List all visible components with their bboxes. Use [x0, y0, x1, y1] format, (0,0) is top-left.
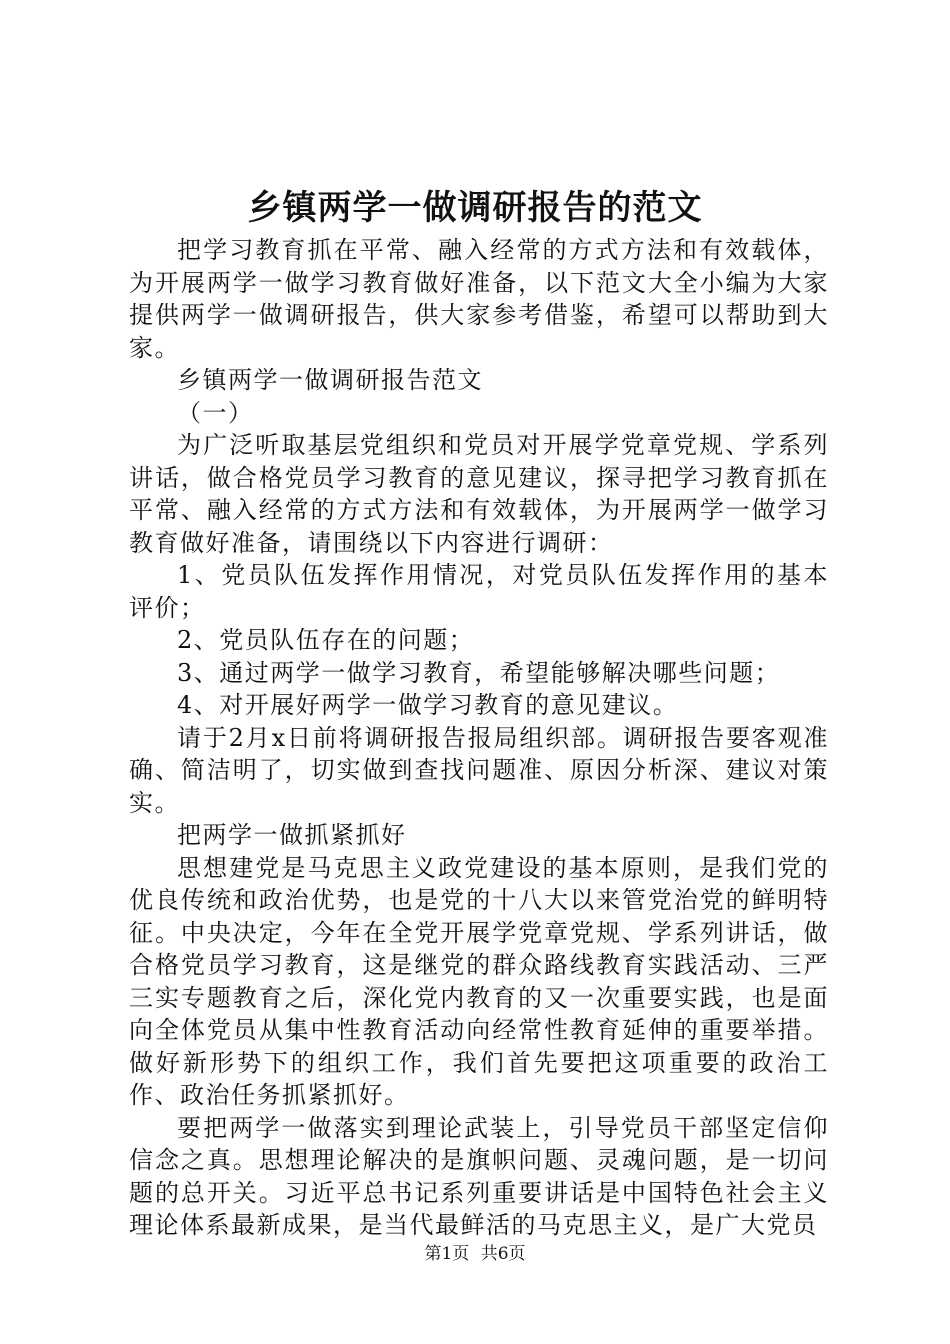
page-footer — [0, 1242, 950, 1266]
paragraph-section-one: （一） — [177, 398, 254, 427]
list-item-2: 2、党员队伍存在的问题； — [177, 626, 475, 654]
paragraph-request: 为广泛听取基层党组织和党员对开展学党章党规、学系列讲话，做合格党员学习教育的意见建议，探寻把学习教育抓在平常、融入经常的方式方法和有效载体，为开展两学一做学习教育做好准备，请围绕以下内容进行调研： — [129, 431, 829, 557]
page-total: 共6页 — [480, 1244, 526, 1264]
page-number: 第1页 — [424, 1244, 470, 1264]
paragraph-theory: 要把两学一做落实到理论武装上，引导党员干部坚定信仰信念之真。思想理论解决的是旗帜问题、灵魂问题，是一切问题的总开关。习近平总书记系列重要讲话是中国特色社会主义理论体系最新成果，是当代最鲜活的马克思主义，是广大党员 — [129, 1113, 829, 1239]
list-item-4: 4、对开展好两学一做学习教育的意见建议。 — [177, 691, 679, 719]
document-body — [129, 234, 829, 1242]
list-item-3: 3、通过两学一做学习教育，希望能够解决哪些问题； — [177, 658, 781, 687]
paragraph-intro: 把学习教育抓在平常、融入经常的方式方法和有效载体，为开展两学一做学习教育做好准备，以下范文大全小编为大家提供两学一做调研报告，供大家参考借鉴，希望可以帮助到大家。 — [129, 236, 829, 362]
paragraph-principle: 思想建党是马克思主义政党建设的基本原则，是我们党的优良传统和政治优势，也是党的十八大以来管党治党的鲜明特征。中央决定，今年在全党开展学党章党规、学系列讲话，做合格党员学习教育，这是继党的群众路线教育实践活动、三严三实专题教育之后，深化党内教育的又一次重要实践，也是面向全体党员从集中性教育活动向经常性教育延伸的重要举措。做好新形势下的组织工作，我们首先要把这项重要的政治工作、政治任务抓紧抓好。 — [129, 853, 829, 1109]
document-title: 乡镇两学一做调研报告的范文 — [247, 188, 703, 228]
paragraph-subtitle: 乡镇两学一做调研报告范文 — [177, 366, 483, 394]
list-item-1: 1、党员队伍发挥作用情况，对党员队伍发挥作用的基本评价； — [129, 561, 829, 622]
paragraph-deadline: 请于2月x日前将调研报告报局组织部。调研报告要客观准确、简洁明了，切实做到查找问题准、原因分析深、建议对策实。 — [129, 723, 829, 817]
paragraph-heading: 把两学一做抓紧抓好 — [177, 821, 407, 849]
